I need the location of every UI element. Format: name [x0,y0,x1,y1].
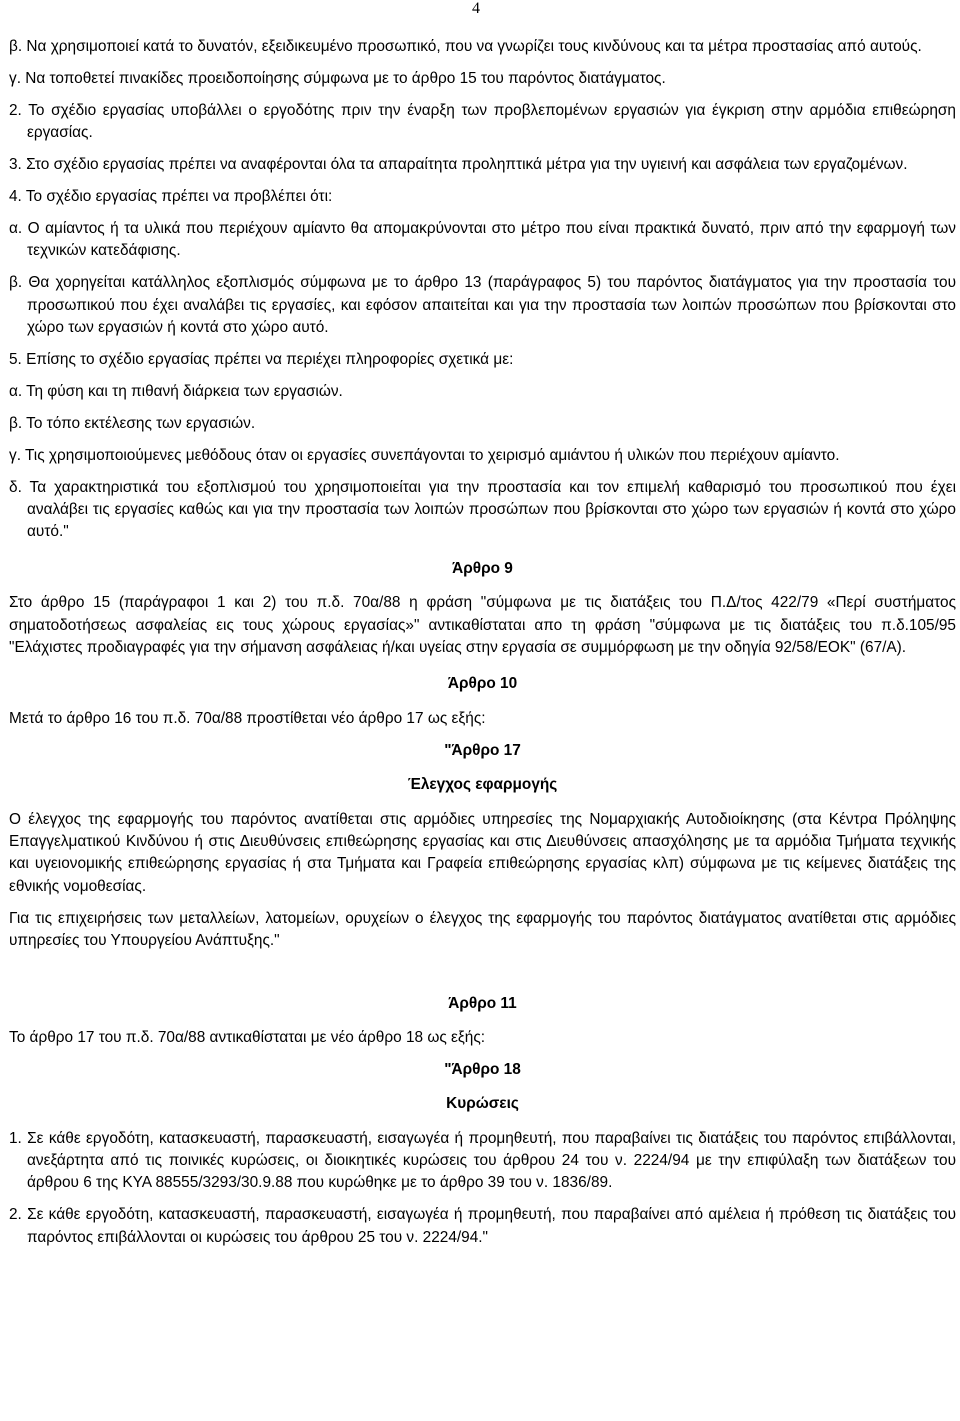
paragraph-2-work-plan-submission: 2. Το σχέδιο εργασίας υποβάλλει ο εργοδότης πριν την έναρξη των προβλεπομένων εργασιών για έγκριση στην αρμόδια επιθεώρηση εργασίας. [9,101,956,142]
article-17-title: "Άρθρο 17 [444,741,521,759]
article-11-text: Το άρθρο 17 του π.δ. 70α/88 αντικαθίσταται με νέο άρθρο 18 ως εξής: [9,1028,486,1046]
paragraph-4-work-plan-provisions: 4. Το σχέδιο εργασίας πρέπει να προβλέπει ότι: [9,188,333,206]
article-9-title: Άρθρο 9 [452,559,513,577]
article-18-heading: Κυρώσεις [446,1095,519,1113]
paragraph-4b-protective-equipment: β. Θα χορηγείται κατάλληλος εξοπλισμός σύμφωνα με το άρθρο 13 (παράγραφος 5) του παρόντος διατάγματος για την προστασία του προσωπικού που έχει αναλάβει τις εργασίες, και εφόσον απαιτείται και για την προστασία των λοιπών προσώπων που βρίσκονται στο χώρο των εργασιών ή κοντά στο χώρο αυτό. [9,274,956,337]
paragraph-5d-equipment: δ. Τα χαρακτηριστικά του εξοπλισμού του χρησιμοποιείται για την προστασία και τον επιμελή καθαρισμό του προσωπικού που έχει αναλάβει τις εργασίες καθώς και για την προστασία των λοιπών προσώπων που βρίσκονται στο χώρο των εργασιών ή κοντά στο χώρο αυτό." [9,478,956,541]
paragraph-5a-nature-duration: α. Τη φύση και τη πιθανή διάρκεια των εργασιών. [9,382,343,400]
article-11-title: Άρθρο 11 [448,994,517,1012]
article-18-paragraph-2: 2. Σε κάθε εργοδότη, κατασκευαστή, παρασκευαστή, εισαγωγέα ή προμηθευτή, που παραβαίνει από αμέλεια ή πρόθεση τις διατάξεις του παρόντος επιβάλλονται οι κυρώσεις του άρθρου 25 του ν. 2224/94." [9,1206,956,1246]
article-18-paragraph-1: 1. Σε κάθε εργοδότη, κατασκευαστή, παρασκευαστή, εισαγωγέα ή προμηθευτή, που παραβαίνει τις διατάξεις του παρόντος επιβάλλονται, ανεξάρτητα από τις ποινικές κυρώσεις, οι διοικητικές κυρώσεις του άρθρου 24 του ν. 2224/94 με την επιφύλαξη των διατάξεων του άρθρου 6 της ΚΥΑ 88555/3293/30.9.88 που κυρώθηκε με το άρθρο 39 του ν. 1836/89. [9,1129,956,1192]
paragraph-4a-asbestos-removal: α. Ο αμίαντος ή τα υλικά που περιέχουν αμίαντο θα απομακρύνονται στο μέτρο που είναι πρακτικά δυνατό, πριν από την εφαρμογή των τεχνικών κατεδάφισης. [9,219,956,260]
article-9-text: Στο άρθρο 15 (παράγραφοι 1 και 2) του π.δ. 70α/88 η φράση "σύμφωνα με τις διατάξεις του Π.Δ/τος 422/79 «Περί συστήματος σηματοδοτήσεως ασφαλείας εις τους χώρους εργασίας»" αντικαθίσταται απο τη φράση "σύμφωνα με τις διατάξεις του π.δ.105/95 "Ελάχιστες προδιαγραφές για την σήμανση ασφάλειας ή/και υγείας στην εργασία σε συμμόρφωση με την οδηγία 92/58/ΕΟΚ" (67/Α). [9,594,956,657]
page-number: 4 [472,0,480,17]
article-10-title: Άρθρο 10 [447,675,518,693]
paragraph-c-warning-signs: γ. Να τοποθετεί πινακίδες προειδοποίησης σύμφωνα με το άρθρο 15 του παρόντος διατάγματος. [9,69,666,87]
article-10-text: Μετά το άρθρο 16 του π.δ. 70α/88 προστίθεται νέο άρθρο 17 ως εξής: [9,709,486,727]
document-body [9,36,956,1259]
paragraph-5-information: 5. Επίσης το σχέδιο εργασίας πρέπει να περιέχει πληροφορίες σχετικά με: [9,350,514,368]
article-17-paragraph-1: Ο έλεγχος της εφαρμογής του παρόντος ανατίθεται στις αρμόδιες υπηρεσίες της Νομαρχιακής Αυτοδιοίκησης (στα Κέντρα Πρόληψης Επαγγελματικού Κινδύνου ή στις Διευθύνσεις επιθεώρησης εργασίας και στις Διευθύνσεις απασχόλησης με τα αρμόδια Τμήματα τεχνικής και υγειονομικής επιθεώρησης εργασίας ή στα Τμήματα και Γραφεία επιθεώρησης εργασίας κλπ) σύμφωνα με τις κείμενες διατάξεις της εθνικής νομοθεσίας. [9,810,956,895]
paragraph-3-preventive-measures: 3. Στο σχέδιο εργασίας πρέπει να αναφέρονται όλα τα απαραίτητα προληπτικά μέτρα για την υγιεινή και ασφάλεια των εργαζομένων. [9,156,908,174]
article-17-heading: Έλεγχος εφαρμογής [407,776,558,794]
paragraph-5c-methods: γ. Τις χρησιμοποιούμενες μεθόδους όταν οι εργασίες συνεπάγονται το χειρισμό αμιάντου ή υλικών που περιέχουν αμίαντο. [9,446,840,464]
paragraph-5b-location: β. Το τόπο εκτέλεσης των εργασιών. [9,414,256,432]
paragraph-b-specialized-staff: β. Να χρησιμοποιεί κατά το δυνατόν, εξειδικευμένο προσωπικό, που να γνωρίζει τους κινδύνους και τα μέτρα προστασίας από αυτούς. [9,38,922,55]
article-18-title: "Άρθρο 18 [444,1060,521,1078]
article-17-paragraph-2: Για τις επιχειρήσεις των μεταλλείων, λατομείων, ορυχείων ο έλεγχος της εφαρμογής του παρόντος διατάγματος ανατίθεται στις αρμόδιες υπηρεσίες του Υπουργείου Ανάπτυξης." [9,909,956,950]
